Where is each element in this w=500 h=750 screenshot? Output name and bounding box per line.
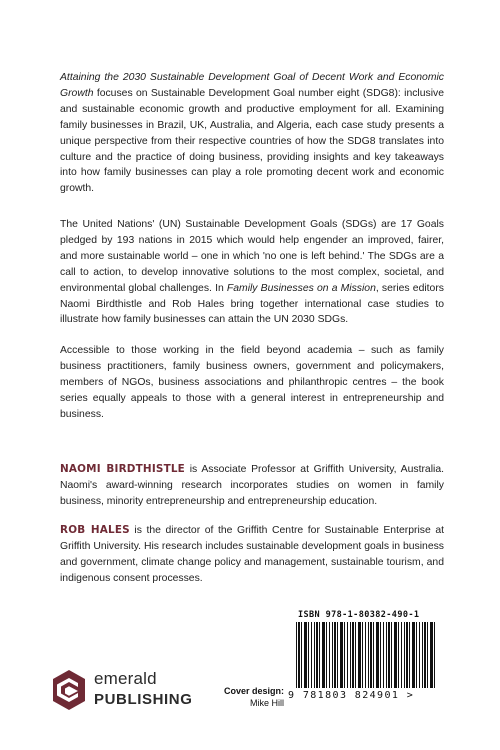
book-title: Attaining the 2030 Sustainable Development Goal of Decent Work and Economic Growth [60, 72, 444, 99]
barcode-icon [296, 622, 436, 688]
description-paragraph [60, 70, 444, 197]
description-text: focuses on Sustainable Development Goal number eight (SDG8): inclusive and sustainable economic growth and productive employment for all. Examining family businesses in Brazil, UK, Australia, and Algeria, each case study presents a unique perspective from their respective countries of how the SDG8 translates into culture and the practice of doing business, providing insights and key takeaways into how family businesses can play a role promoting decent work and economic growth. [60, 87, 444, 195]
publisher-logo [52, 669, 242, 713]
cover-design-label: Cover design: [224, 686, 285, 696]
author-bio-birdthistle [60, 462, 444, 510]
barcode-digits: 9 781803 824901 > [288, 690, 415, 701]
author-bio-text: is Associate Professor at Griffith University, Australia. Naomi's award-winning research incorporates studies on women in family business, minority entrepreneurship and entrepreneurship education. [60, 464, 444, 507]
series-paragraph [60, 217, 444, 328]
isbn-label: ISBN 978-1-80382-490-1 [298, 610, 420, 620]
series-title: Family Businesses on a Mission [226, 282, 376, 294]
audience-paragraph: Accessible to those working in the field beyond academia – such as family business practitioners, family business owners, government and policymakers, members of NGOs, business associations and philanthropic centres – the book series equally appeals to those with a general interest in entrepreneurship and business. [60, 345, 444, 420]
author-name: NAOMI BIRDTHISTLE [60, 463, 185, 475]
emerald-logo-icon [52, 669, 86, 711]
cover-designer-name: Mike Hill [249, 698, 284, 708]
author-name: ROB HALES [60, 524, 130, 536]
series-text-after: , series editors Naomi Birdthistle and Rob Hales bring together international case studies to illustrate how family businesses can attain the UN 2030 SDGs. [60, 282, 444, 326]
author-bio-hales [60, 523, 444, 587]
logo-word-emerald: emerald [94, 669, 157, 688]
isbn-barcode [286, 604, 446, 708]
series-text-before: The United Nations' (UN) Sustainable Development Goals (SDGs) are 17 Goals pledged by 193 nations in 2015 which would help engender an improved, fairer, and more sustainable world – one in which 'no one is left behind.' The SDGs are a call to action, to develop innovative solutions to the most complex, societal, and environmental global challenges. In [60, 219, 444, 294]
logo-word-publishing: PUBLISHING [94, 691, 193, 708]
author-bio-text: is the director of the Griffith Centre for Sustainable Enterprise at Griffith University. His research includes sustainable development goals in business and government, climate change policy and management, sustainable tourism, and indigenous consent processes. [60, 525, 444, 584]
